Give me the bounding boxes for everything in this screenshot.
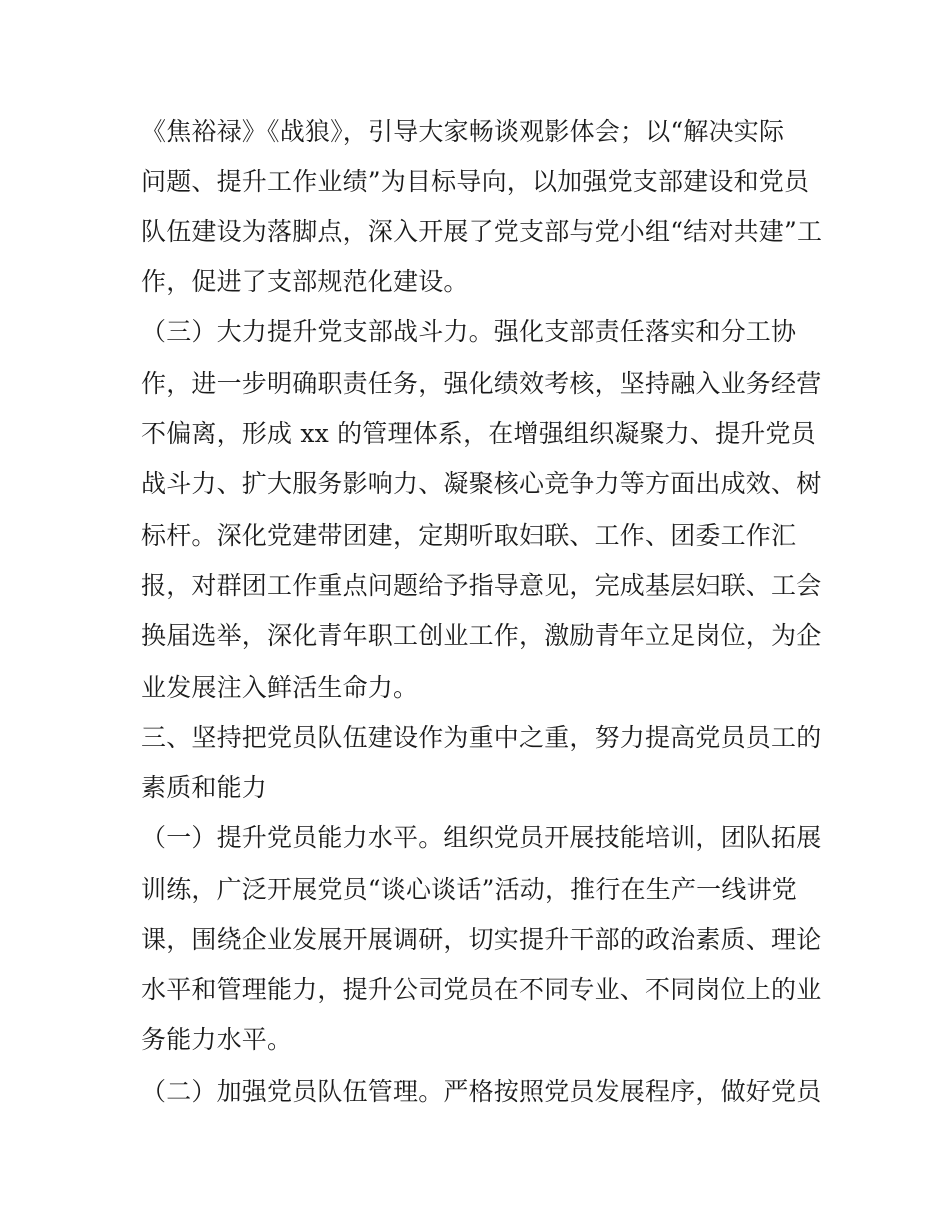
text-line-12: 业发展注入鲜活生命力。	[141, 673, 419, 702]
text-line-8: 战斗力、扩大服务影响力、凝聚核心竞争力等方面出成效、树	[141, 469, 822, 498]
text-line-11: 换届选举，深化青年职工创业工作，激励青年立足岗位，为企	[141, 621, 822, 650]
text-line-9: 标杆。深化党建带团建，定期听取妇联、工作、团委工作汇	[141, 521, 797, 550]
text-line-18: 水平和管理能力，提升公司党员在不同专业、不同岗位上的业	[141, 975, 822, 1004]
text-line-10: 报，对群团工作重点问题给予指导意见，完成基层妇联、工会	[141, 571, 822, 600]
text-line-15: （一）提升党员能力水平。组织党员开展技能培训，团队拓展	[141, 823, 822, 852]
text-line-19: 务能力水平。	[141, 1025, 293, 1054]
text-line-2: 问题、提升工作业绩”为目标导向，以加强党支部建设和党员	[141, 167, 810, 196]
text-line-17: 课，围绕企业发展开展调研，切实提升干部的政治素质、理论	[141, 925, 822, 954]
text-line-1: 《焦裕禄》《战狼》，引导大家畅谈观影体会；以“解决实际	[141, 117, 785, 146]
text-line-5: （三）大力提升党支部战斗力。强化支部责任落实和分工协	[141, 317, 797, 346]
section-heading-line-1: 三、坚持把党员队伍建设作为重中之重，努力提高党员员工的	[141, 723, 822, 752]
text-line-3: 队伍建设为落脚点，深入开展了党支部与党小组“结对共建”工	[141, 217, 823, 246]
text-line-20: （二）加强党员队伍管理。严格按照党员发展程序，做好党员	[141, 1077, 822, 1106]
text-line-6: 作，进一步明确职责任务，强化绩效考核，坚持融入业务经营	[141, 369, 822, 398]
text-line-16: 训练，广泛开展党员“谈心谈话”活动，推行在生产一线讲党	[141, 875, 797, 904]
text-line-7: 不偏离，形成 xx 的管理体系，在增强组织凝聚力、提升党员	[141, 419, 816, 448]
text-line-4: 作，促进了支部规范化建设。	[141, 267, 469, 296]
section-heading-line-2: 素质和能力	[141, 773, 268, 802]
